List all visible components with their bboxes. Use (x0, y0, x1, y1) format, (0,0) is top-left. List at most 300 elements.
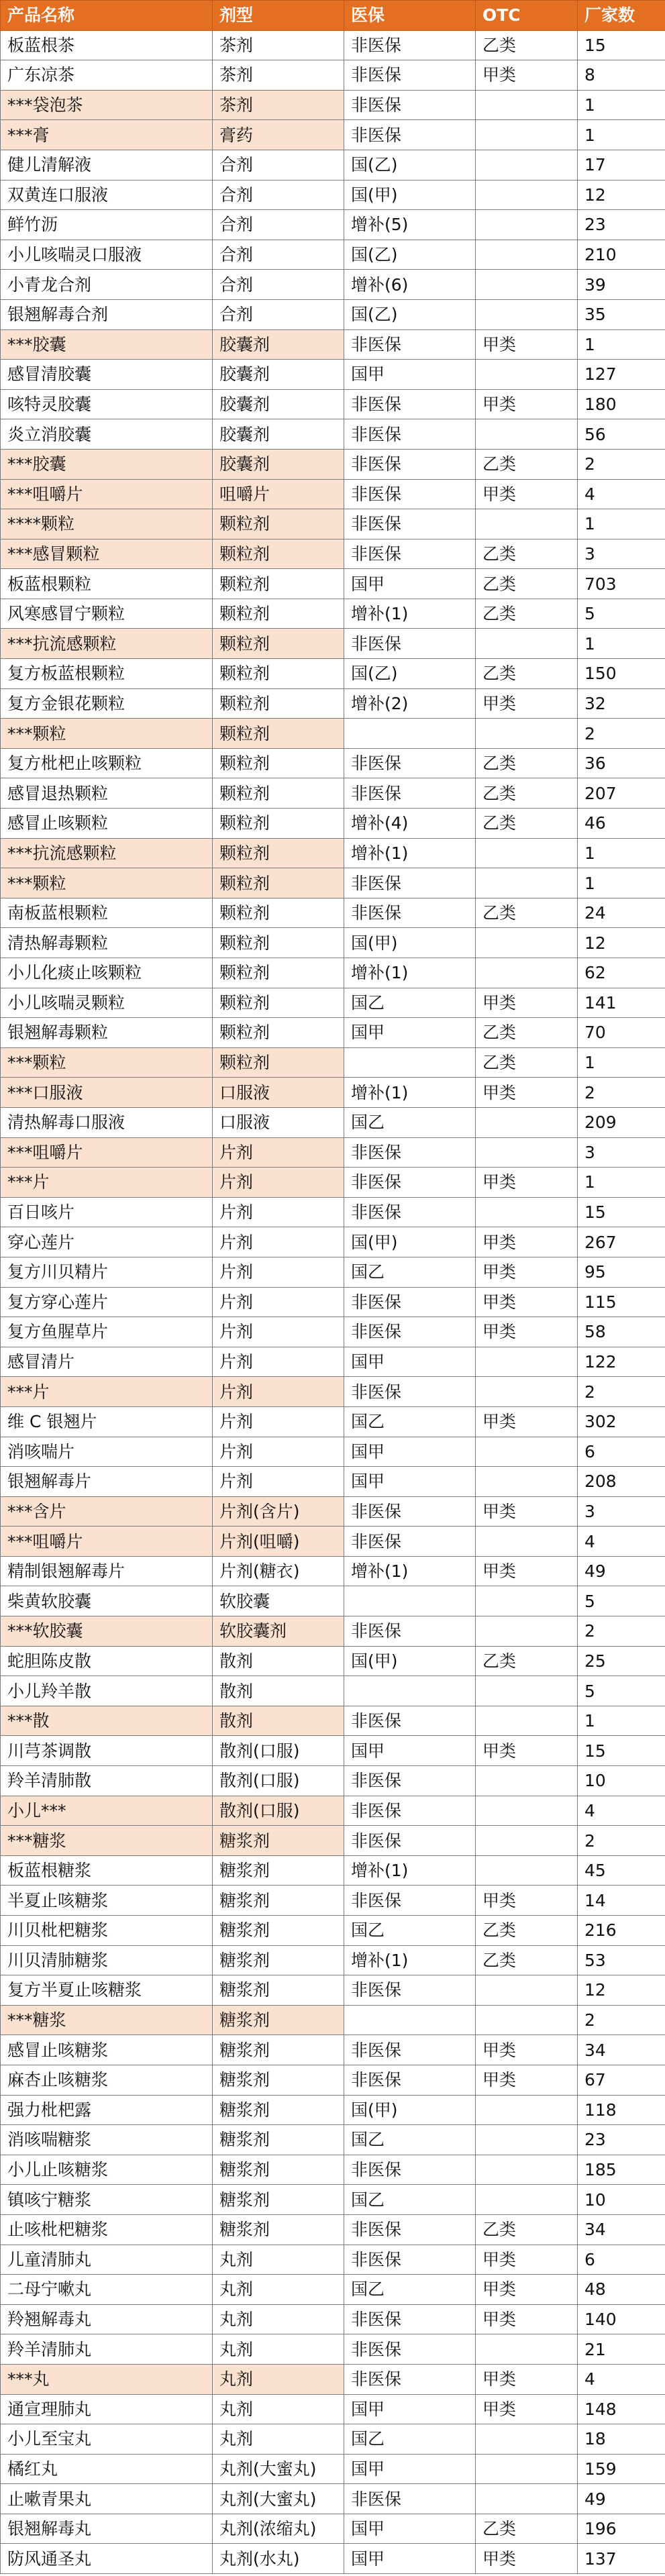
table-row (1, 2245, 665, 2275)
otc-cell: 甲类 (476, 1317, 578, 1347)
otc-cell: 甲类 (476, 60, 578, 91)
dosage-form-cell: 片剂(含片) (213, 1496, 344, 1527)
product-name-cell: 维 C 银翘片 (1, 1406, 213, 1437)
insurance-cell: 国甲 (344, 2394, 476, 2424)
insurance-cell: 非医保 (344, 2035, 476, 2065)
product-name-cell: 羚羊清肺丸 (1, 2334, 213, 2365)
insurance-cell: 国甲 (344, 1347, 476, 1377)
manufacturer-count-cell: 39 (578, 270, 665, 300)
otc-cell (476, 838, 578, 868)
otc-cell: 甲类 (476, 1257, 578, 1287)
table-row (1, 659, 665, 689)
manufacturer-count-cell: 21 (578, 2334, 665, 2365)
table-row (1, 2065, 665, 2095)
otc-cell (476, 2424, 578, 2455)
table-row (1, 2035, 665, 2065)
manufacturer-count-cell: 1 (578, 1168, 665, 1198)
dosage-form-cell: 糖浆剂 (213, 1945, 344, 1975)
dosage-form-cell: 糖浆剂 (213, 1886, 344, 1916)
otc-cell (476, 90, 578, 120)
otc-cell (476, 1975, 578, 2006)
manufacturer-count-cell: 67 (578, 2065, 665, 2095)
table-body (1, 30, 665, 2573)
dosage-form-cell: 丸剂(浓缩丸) (213, 2514, 344, 2544)
manufacturer-count-cell: 14 (578, 1886, 665, 1916)
insurance-cell: 国乙 (344, 1257, 476, 1287)
otc-cell (476, 120, 578, 150)
otc-cell (476, 1855, 578, 1886)
insurance-cell: 非医保 (344, 2484, 476, 2514)
manufacturer-count-cell: 137 (578, 2544, 665, 2574)
insurance-cell: 非医保 (344, 479, 476, 509)
product-name-cell: 二母宁嗽丸 (1, 2275, 213, 2305)
table-row (1, 688, 665, 719)
table-row (1, 1107, 665, 1137)
otc-cell: 甲类 (476, 479, 578, 509)
dosage-form-cell: 丸剂 (213, 2304, 344, 2334)
product-name-cell: 通宣理肺丸 (1, 2394, 213, 2424)
table-row (1, 1137, 665, 1168)
otc-cell (476, 1377, 578, 1407)
product-name-cell: 小儿*** (1, 1796, 213, 1826)
table-row (1, 1766, 665, 1796)
insurance-cell: 国甲 (344, 2544, 476, 2574)
table-row (1, 1168, 665, 1198)
insurance-cell: 非医保 (344, 1826, 476, 1856)
otc-cell: 乙类 (476, 599, 578, 629)
dosage-form-cell: 糖浆剂 (213, 2005, 344, 2035)
manufacturer-count-cell: 1 (578, 1706, 665, 1736)
manufacturer-count-cell: 2 (578, 1826, 665, 1856)
otc-cell (476, 958, 578, 988)
manufacturer-count-cell: 141 (578, 988, 665, 1018)
otc-cell: 乙类 (476, 659, 578, 689)
dosage-form-cell: 散剂 (213, 1706, 344, 1736)
insurance-cell: 非医保 (344, 1706, 476, 1736)
manufacturer-count-cell: 15 (578, 1197, 665, 1227)
manufacturer-count-cell: 4 (578, 2364, 665, 2394)
manufacturer-count-cell: 115 (578, 1287, 665, 1317)
table-row (1, 958, 665, 988)
insurance-cell: 增补(5) (344, 210, 476, 240)
product-name-cell: 止嗽青果丸 (1, 2484, 213, 2514)
insurance-cell: 非医保 (344, 1886, 476, 1916)
dosage-form-cell: 丸剂 (213, 2394, 344, 2424)
otc-cell: 甲类 (476, 1078, 578, 1108)
table-row (1, 2155, 665, 2185)
header-manufacturer-count[interactable]: 厂家数 (578, 1, 665, 31)
manufacturer-count-cell: 267 (578, 1227, 665, 1257)
insurance-cell: 国乙 (344, 1406, 476, 1437)
product-name-cell: 川贝枇杷糖浆 (1, 1916, 213, 1946)
manufacturer-count-cell: 5 (578, 599, 665, 629)
insurance-cell: 非医保 (344, 1796, 476, 1826)
product-name-cell: 风寒感冒宁颗粒 (1, 599, 213, 629)
manufacturer-count-cell: 46 (578, 809, 665, 839)
dosage-form-cell: 合剂 (213, 210, 344, 240)
product-name-cell: 广东凉茶 (1, 60, 213, 91)
insurance-cell: 非医保 (344, 1137, 476, 1168)
dosage-form-cell: 丸剂(大蜜丸) (213, 2484, 344, 2514)
manufacturer-count-cell: 12 (578, 928, 665, 958)
dosage-form-cell: 合剂 (213, 150, 344, 180)
table-row (1, 1886, 665, 1916)
table-row (1, 1706, 665, 1736)
insurance-cell (344, 2005, 476, 2035)
manufacturer-count-cell: 180 (578, 389, 665, 419)
insurance-cell: 非医保 (344, 449, 476, 479)
product-name-cell: 复方川贝精片 (1, 1257, 213, 1287)
otc-cell (476, 270, 578, 300)
header-dosage-form[interactable]: 剂型 (213, 1, 344, 31)
table-row (1, 988, 665, 1018)
otc-cell: 甲类 (476, 1406, 578, 1437)
otc-cell: 乙类 (476, 1646, 578, 1676)
otc-cell (476, 1107, 578, 1137)
product-name-cell: ***糖浆 (1, 2005, 213, 2035)
dosage-form-cell: 膏药 (213, 120, 344, 150)
product-name-cell: ***口服液 (1, 1078, 213, 1108)
manufacturer-count-cell: 25 (578, 1646, 665, 1676)
product-name-cell: 羚翘解毒丸 (1, 2304, 213, 2334)
otc-cell (476, 2125, 578, 2155)
product-name-cell: 蛇胆陈皮散 (1, 1646, 213, 1676)
product-name-cell: 清热解毒口服液 (1, 1107, 213, 1137)
otc-cell (476, 1527, 578, 1557)
table-row (1, 2214, 665, 2245)
insurance-cell: 增补(2) (344, 688, 476, 719)
otc-cell (476, 1586, 578, 1616)
otc-cell: 甲类 (476, 988, 578, 1018)
product-name-cell: 复方半夏止咳糖浆 (1, 1975, 213, 2006)
otc-cell: 乙类 (476, 569, 578, 599)
otc-cell: 乙类 (476, 748, 578, 778)
product-name-cell: 感冒清胶囊 (1, 360, 213, 390)
product-name-cell: 双黄连口服液 (1, 180, 213, 210)
dosage-form-cell: 颗粒剂 (213, 868, 344, 898)
table-row (1, 1646, 665, 1676)
product-name-cell: 橘红丸 (1, 2454, 213, 2484)
table-row (1, 1406, 665, 1437)
dosage-form-cell: 散剂(口服) (213, 1766, 344, 1796)
insurance-cell: 增补(4) (344, 809, 476, 839)
dosage-form-cell: 颗粒剂 (213, 1018, 344, 1048)
product-name-cell: 止咳枇杷糖浆 (1, 2214, 213, 2245)
otc-cell: 甲类 (476, 1287, 578, 1317)
product-name-cell: 羚羊清肺散 (1, 1766, 213, 1796)
product-name-cell: 小青龙合剂 (1, 270, 213, 300)
insurance-cell: 增补(1) (344, 1945, 476, 1975)
manufacturer-count-cell: 5 (578, 1586, 665, 1616)
otc-cell (476, 2005, 578, 2035)
header-insurance[interactable]: 医保 (344, 1, 476, 31)
otc-cell (476, 719, 578, 749)
manufacturer-count-cell: 70 (578, 1018, 665, 1048)
otc-cell (476, 2334, 578, 2365)
insurance-cell: 国(甲) (344, 1227, 476, 1257)
manufacturer-count-cell: 122 (578, 1347, 665, 1377)
dosage-form-cell: 咀嚼片 (213, 479, 344, 509)
table-row (1, 360, 665, 390)
insurance-cell: 非医保 (344, 1616, 476, 1647)
manufacturer-count-cell: 1 (578, 1047, 665, 1078)
otc-cell (476, 1796, 578, 1826)
otc-cell (476, 360, 578, 390)
table-row (1, 210, 665, 240)
manufacturer-count-cell: 10 (578, 2185, 665, 2215)
product-name-cell: 复方穿心莲片 (1, 1287, 213, 1317)
product-name-cell: 百日咳片 (1, 1197, 213, 1227)
table-row (1, 2544, 665, 2574)
product-name-cell: 银翘解毒颗粒 (1, 1018, 213, 1048)
otc-cell: 乙类 (476, 809, 578, 839)
product-name-cell: 感冒止咳颗粒 (1, 809, 213, 839)
table-row (1, 2095, 665, 2125)
dosage-form-cell: 糖浆剂 (213, 2185, 344, 2215)
manufacturer-count-cell: 2 (578, 1078, 665, 1108)
dosage-form-cell: 糖浆剂 (213, 2035, 344, 2065)
dosage-form-cell: 颗粒剂 (213, 838, 344, 868)
product-name-cell: 小儿咳喘灵口服液 (1, 240, 213, 270)
dosage-form-cell: 片剂 (213, 1406, 344, 1437)
dosage-form-cell: 片剂 (213, 1197, 344, 1227)
table-row (1, 1377, 665, 1407)
manufacturer-count-cell: 2 (578, 1377, 665, 1407)
product-name-cell: 感冒清片 (1, 1347, 213, 1377)
otc-cell: 乙类 (476, 539, 578, 569)
table-row (1, 509, 665, 539)
table-row (1, 1736, 665, 1766)
otc-cell: 乙类 (476, 2514, 578, 2544)
product-name-cell: 麻杏止咳糖浆 (1, 2065, 213, 2095)
product-name-cell: 鲜竹沥 (1, 210, 213, 240)
table-row (1, 809, 665, 839)
manufacturer-count-cell: 53 (578, 1945, 665, 1975)
otc-cell (476, 2454, 578, 2484)
otc-cell: 甲类 (476, 2035, 578, 2065)
product-name-cell: ***丸 (1, 2364, 213, 2394)
dosage-form-cell: 丸剂 (213, 2245, 344, 2275)
manufacturer-count-cell: 196 (578, 2514, 665, 2544)
otc-cell: 甲类 (476, 389, 578, 419)
product-name-cell: ***散 (1, 1706, 213, 1736)
dosage-form-cell: 片剂 (213, 1168, 344, 1198)
product-name-cell: ****颗粒 (1, 509, 213, 539)
otc-cell: 乙类 (476, 1047, 578, 1078)
product-name-cell: ***抗流感颗粒 (1, 838, 213, 868)
dosage-form-cell: 散剂 (213, 1676, 344, 1706)
insurance-cell: 非医保 (344, 60, 476, 91)
otc-cell (476, 1467, 578, 1497)
manufacturer-count-cell: 32 (578, 688, 665, 719)
product-name-cell: 小儿止咳糖浆 (1, 2155, 213, 2185)
table-row (1, 2334, 665, 2365)
manufacturer-count-cell: 15 (578, 30, 665, 60)
product-name-cell: 小儿咳喘灵颗粒 (1, 988, 213, 1018)
product-name-cell: 炎立消胶囊 (1, 419, 213, 450)
product-name-cell: ***膏 (1, 120, 213, 150)
manufacturer-count-cell: 17 (578, 150, 665, 180)
insurance-cell: 非医保 (344, 1527, 476, 1557)
manufacturer-count-cell: 1 (578, 629, 665, 659)
product-name-cell: 感冒退热颗粒 (1, 778, 213, 809)
manufacturer-count-cell: 2 (578, 1616, 665, 1647)
otc-cell: 甲类 (476, 688, 578, 719)
dosage-form-cell: 糖浆剂 (213, 2155, 344, 2185)
dosage-form-cell: 胶囊剂 (213, 389, 344, 419)
insurance-cell: 国乙 (344, 2125, 476, 2155)
otc-cell (476, 629, 578, 659)
manufacturer-count-cell: 10 (578, 1766, 665, 1796)
dosage-form-cell: 茶剂 (213, 30, 344, 60)
manufacturer-count-cell: 24 (578, 898, 665, 928)
manufacturer-count-cell: 35 (578, 299, 665, 329)
dosage-form-cell: 丸剂(大蜜丸) (213, 2454, 344, 2484)
manufacturer-count-cell: 3 (578, 1137, 665, 1168)
insurance-cell: 非医保 (344, 2214, 476, 2245)
insurance-cell: 国(甲) (344, 2095, 476, 2125)
otc-cell: 甲类 (476, 1168, 578, 1198)
table-row (1, 569, 665, 599)
product-name-cell: ***颗粒 (1, 719, 213, 749)
manufacturer-count-cell: 12 (578, 1975, 665, 2006)
table-row (1, 1916, 665, 1946)
insurance-cell: 国甲 (344, 360, 476, 390)
product-name-cell: ***颗粒 (1, 868, 213, 898)
manufacturer-count-cell: 15 (578, 1736, 665, 1766)
insurance-cell: 非医保 (344, 2065, 476, 2095)
otc-cell (476, 180, 578, 210)
product-name-cell: 复方枇杷止咳颗粒 (1, 748, 213, 778)
header-product-name[interactable]: 产品名称 (1, 1, 213, 31)
product-name-cell: 健儿清解液 (1, 150, 213, 180)
otc-cell: 乙类 (476, 898, 578, 928)
product-name-cell: 消咳喘片 (1, 1437, 213, 1467)
product-name-cell: 小儿至宝丸 (1, 2424, 213, 2455)
manufacturer-count-cell: 2 (578, 449, 665, 479)
insurance-cell: 非医保 (344, 539, 476, 569)
dosage-form-cell: 片剂 (213, 1437, 344, 1467)
insurance-cell: 国甲 (344, 2514, 476, 2544)
manufacturer-count-cell: 1 (578, 120, 665, 150)
otc-cell (476, 2155, 578, 2185)
table-row (1, 928, 665, 958)
table-row (1, 2125, 665, 2155)
dosage-form-cell: 颗粒剂 (213, 1047, 344, 1078)
product-name-cell: 小儿羚羊散 (1, 1676, 213, 1706)
manufacturer-count-cell: 12 (578, 180, 665, 210)
insurance-cell: 国乙 (344, 2424, 476, 2455)
insurance-cell: 国(甲) (344, 928, 476, 958)
otc-cell (476, 1137, 578, 1168)
insurance-cell: 非医保 (344, 1766, 476, 1796)
product-name-cell: 穿心莲片 (1, 1227, 213, 1257)
product-name-cell: ***含片 (1, 1496, 213, 1527)
dosage-form-cell: 茶剂 (213, 60, 344, 91)
insurance-cell: 非医保 (344, 389, 476, 419)
dosage-form-cell: 糖浆剂 (213, 2214, 344, 2245)
product-name-cell: 精制银翘解毒片 (1, 1556, 213, 1586)
manufacturer-count-cell: 127 (578, 360, 665, 390)
insurance-cell: 非医保 (344, 120, 476, 150)
dosage-form-cell: 软胶囊剂 (213, 1616, 344, 1647)
manufacturer-count-cell: 2 (578, 719, 665, 749)
table-row (1, 1616, 665, 1647)
insurance-cell: 国甲 (344, 1437, 476, 1467)
otc-cell: 甲类 (476, 2544, 578, 2574)
dosage-form-cell: 颗粒剂 (213, 748, 344, 778)
dosage-form-cell: 颗粒剂 (213, 688, 344, 719)
otc-cell (476, 928, 578, 958)
product-name-cell: 银翘解毒丸 (1, 2514, 213, 2544)
product-name-cell: 感冒止咳糖浆 (1, 2035, 213, 2065)
insurance-cell: 国甲 (344, 1736, 476, 1766)
manufacturer-count-cell: 62 (578, 958, 665, 988)
manufacturer-count-cell: 2 (578, 2005, 665, 2035)
insurance-cell: 非医保 (344, 748, 476, 778)
table-row (1, 1527, 665, 1557)
insurance-cell: 非医保 (344, 2364, 476, 2394)
insurance-cell: 非医保 (344, 629, 476, 659)
otc-cell: 甲类 (476, 1556, 578, 1586)
manufacturer-count-cell: 207 (578, 778, 665, 809)
insurance-cell: 非医保 (344, 1317, 476, 1347)
table-row (1, 1586, 665, 1616)
table-row (1, 838, 665, 868)
product-name-cell: 防风通圣丸 (1, 2544, 213, 2574)
otc-cell (476, 1347, 578, 1377)
manufacturer-count-cell: 185 (578, 2155, 665, 2185)
otc-cell: 甲类 (476, 2065, 578, 2095)
insurance-cell: 增补(1) (344, 1855, 476, 1886)
manufacturer-count-cell: 208 (578, 1467, 665, 1497)
insurance-cell: 非医保 (344, 1197, 476, 1227)
table-row (1, 270, 665, 300)
otc-cell: 甲类 (476, 329, 578, 360)
dosage-form-cell: 合剂 (213, 240, 344, 270)
dosage-form-cell: 片剂 (213, 1257, 344, 1287)
otc-cell: 乙类 (476, 449, 578, 479)
manufacturer-count-cell: 703 (578, 569, 665, 599)
dosage-form-cell: 片剂(糖衣) (213, 1556, 344, 1586)
otc-cell (476, 240, 578, 270)
manufacturer-count-cell: 49 (578, 2484, 665, 2514)
dosage-form-cell: 糖浆剂 (213, 2095, 344, 2125)
insurance-cell: 国(甲) (344, 1646, 476, 1676)
table-row (1, 2304, 665, 2334)
product-name-cell: ***片 (1, 1168, 213, 1198)
insurance-cell: 非医保 (344, 868, 476, 898)
product-name-cell: ***软胶囊 (1, 1616, 213, 1647)
table-row (1, 1496, 665, 1527)
product-name-cell: 儿童清肺丸 (1, 2245, 213, 2275)
dosage-form-cell: 丸剂 (213, 2275, 344, 2305)
manufacturer-count-cell: 4 (578, 479, 665, 509)
table-row (1, 539, 665, 569)
otc-cell: 甲类 (476, 2304, 578, 2334)
table-row (1, 868, 665, 898)
insurance-cell: 国(乙) (344, 150, 476, 180)
insurance-cell (344, 1676, 476, 1706)
dosage-form-cell: 胶囊剂 (213, 360, 344, 390)
otc-cell: 乙类 (476, 30, 578, 60)
dosage-form-cell: 颗粒剂 (213, 539, 344, 569)
product-name-cell: ***胶囊 (1, 329, 213, 360)
table-row (1, 1796, 665, 1826)
insurance-cell: 增补(1) (344, 1556, 476, 1586)
header-otc[interactable]: OTC (476, 1, 578, 31)
insurance-cell: 非医保 (344, 419, 476, 450)
